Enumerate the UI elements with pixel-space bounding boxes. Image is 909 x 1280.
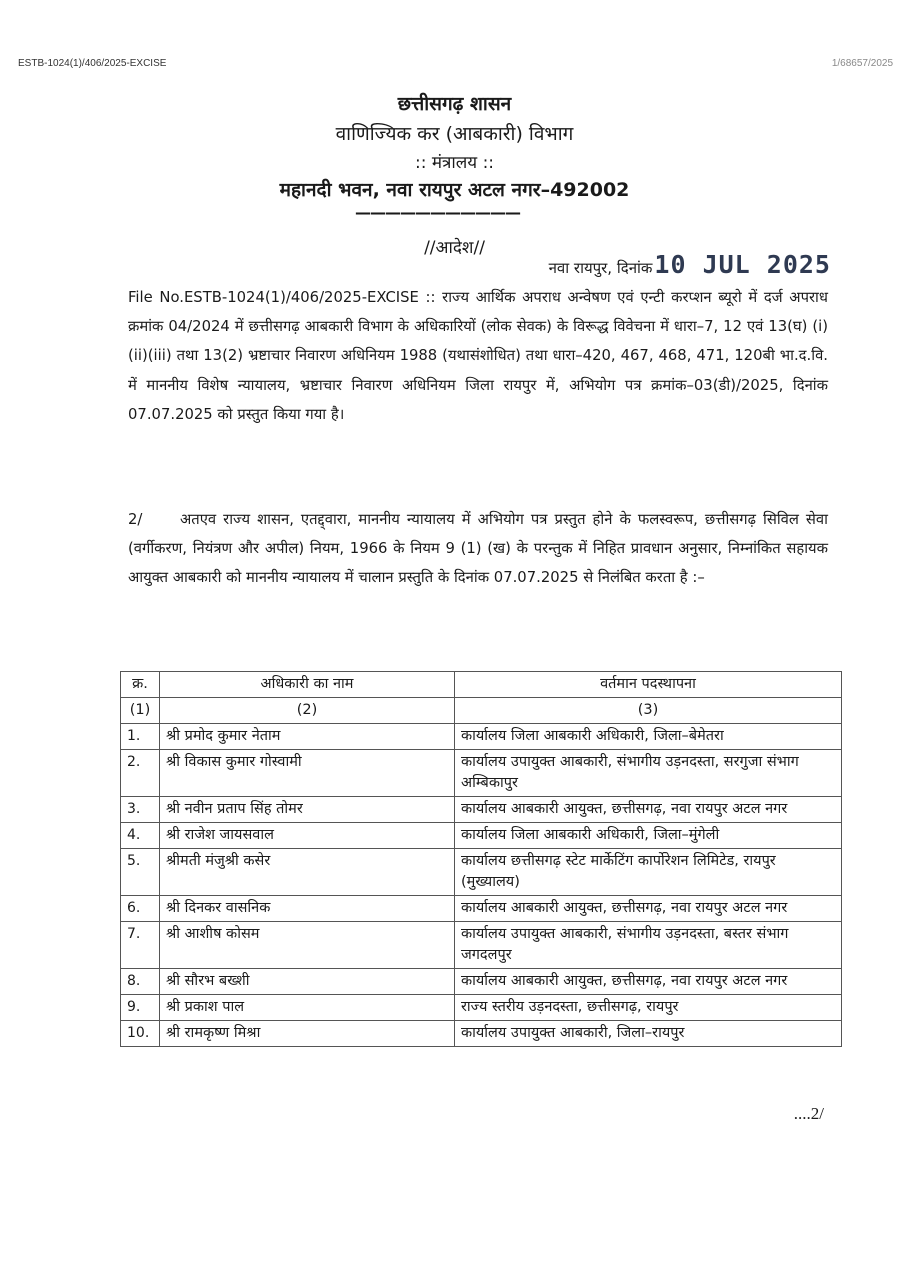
officer-name: श्री दिनकर वासनिक [160,896,455,922]
row-number: 10. [121,1021,160,1047]
officer-posting: कार्यालय उपायुक्त आबकारी, संभागीय उड़नदस्ता, बस्तर संभाग जगदलपुर [455,922,842,969]
row-number: 5. [121,849,160,896]
row-number: 8. [121,969,160,995]
paragraph-2 [128,505,828,593]
officer-name: श्री प्रमोद कुमार नेताम [160,724,455,750]
header-officer-name: अधिकारी का नाम [160,672,455,698]
table-row [121,1021,842,1047]
table-row [121,969,842,995]
header-government: छत्तीसगढ़ शासन [397,93,512,115]
date-stamp: 10 JUL 2025 [654,250,831,279]
officer-posting: कार्यालय छत्तीसगढ़ स्टेट मार्केटिंग कार्पोरेशन लिमिटेड, रायपुर (मुख्यालय) [455,849,842,896]
officer-posting: कार्यालय उपायुक्त आबकारी, संभागीय उड़नदस्ता, सरगुजा संभाग अम्बिकापुर [455,750,842,797]
officer-posting: कार्यालय आबकारी आयुक्त, छत्तीसगढ़, नवा रायपुर अटल नगर [455,896,842,922]
officers-table [120,671,842,1047]
document-id: 1/68657/2025 [831,58,893,69]
row-number: 6. [121,896,160,922]
table-subheader-row [121,698,842,724]
subheader-1: (1) [121,698,160,724]
subheader-3: (3) [455,698,842,724]
header-address: महानदी भवन, नवा रायपुर अटल नगर–492002 [279,179,630,201]
paragraph-2-number: 2/ [128,511,143,528]
header-department: वाणिज्यिक कर (आबकारी) विभाग [335,123,574,145]
file-reference: ESTB-1024(1)/406/2025-EXCISE [18,58,167,69]
table-row [121,995,842,1021]
row-number: 9. [121,995,160,1021]
table-row [121,797,842,823]
officer-posting: कार्यालय आबकारी आयुक्त, छत्तीसगढ़, नवा रायपुर अटल नगर [455,969,842,995]
officer-name: श्री सौरभ बख्शी [160,969,455,995]
officer-name: श्री विकास कुमार गोस्वामी [160,750,455,797]
table-row [121,724,842,750]
table-row [121,922,842,969]
table-row [121,823,842,849]
table-row [121,750,842,797]
officer-posting: कार्यालय जिला आबकारी अधिकारी, जिला–बेमेतरा [455,724,842,750]
officer-name: श्री आशीष कोसम [160,922,455,969]
officer-name: श्री नवीन प्रताप सिंह तोमर [160,797,455,823]
officer-posting: राज्य स्तरीय उड़नदस्ता, छत्तीसगढ़, रायपुर [455,995,842,1021]
row-number: 1. [121,724,160,750]
officer-name: श्रीमती मंजुश्री कसेर [160,849,455,896]
officer-posting: कार्यालय उपायुक्त आबकारी, जिला–रायपुर [455,1021,842,1047]
officer-name: श्री प्रकाश पाल [160,995,455,1021]
row-number: 4. [121,823,160,849]
paragraph-2-text: अतएव राज्य शासन, एतद्द्वारा, माननीय न्यायालय में अभियोग पत्र प्रस्तुत होने के फलस्वरूप, छत्तीसगढ़ सिविल सेवा (वर्गीकरण, नियंत्रण और अपील) नियम, 1966 के नियम 9 (1) (ख) के परन्तुक में निहित प्रावधान अनुसार, निम्नांकित सहायक आयुक्त आबकारी को माननीय न्यायालय में चालान प्रस्तुति के दिनांक 07.07.2025 से निलंबित करता है :– [128,511,828,587]
officer-posting: कार्यालय आबकारी आयुक्त, छत्तीसगढ़, नवा रायपुर अटल नगर [455,797,842,823]
table-row [121,849,842,896]
date-line [549,250,831,279]
table-row [121,896,842,922]
header-ministry: :: मंत्रालय :: [414,153,495,173]
header-serial: क्र. [121,672,160,698]
paragraph-1: File No.ESTB-1024(1)/406/2025-EXCISE :: राज्य आर्थिक अपराध अन्वेषण एवं एन्टी करप्शन ब्यूरो में दर्ज अपराध क्रमांक 04/2024 में छत्तीसगढ़ आबकारी विभाग के अधिकारियों (लोक सेवक) के विरूद्ध विवेचना में धारा–7, 12 एवं 13(घ) (i)(ii)(iii) तथा 13(2) भ्रष्टाचार निवारण अधिनियम 1988 (यथासंशोधित) तथा धारा–420, 467, 468, 471, 120बी भा.द.वि. में माननीय विशेष न्यायालय, भ्रष्टाचार निवारण अधिनियम जिला रायपुर में, अभियोग पत्र क्रमांक–03(डी)/2025, दिनांक 07.07.2025 को प्रस्तुत किया गया है। [128,289,828,423]
header-posting: वर्तमान पदस्थापना [455,672,842,698]
officer-name: श्री राजेश जायसवाल [160,823,455,849]
subheader-2: (2) [160,698,455,724]
row-number: 2. [121,750,160,797]
row-number: 7. [121,922,160,969]
officer-name: श्री रामकृष्ण मिश्रा [160,1021,455,1047]
officer-posting: कार्यालय जिला आबकारी अधिकारी, जिला–मुंगेली [455,823,842,849]
order-title: //आदेश// [424,238,485,258]
row-number: 3. [121,797,160,823]
header-underline: ——————————— [355,203,520,222]
continuation-marker: ....2/ [793,1104,824,1123]
date-prefix: नवा रायपुर, दिनांक [548,259,653,277]
table-header-row [121,672,842,698]
